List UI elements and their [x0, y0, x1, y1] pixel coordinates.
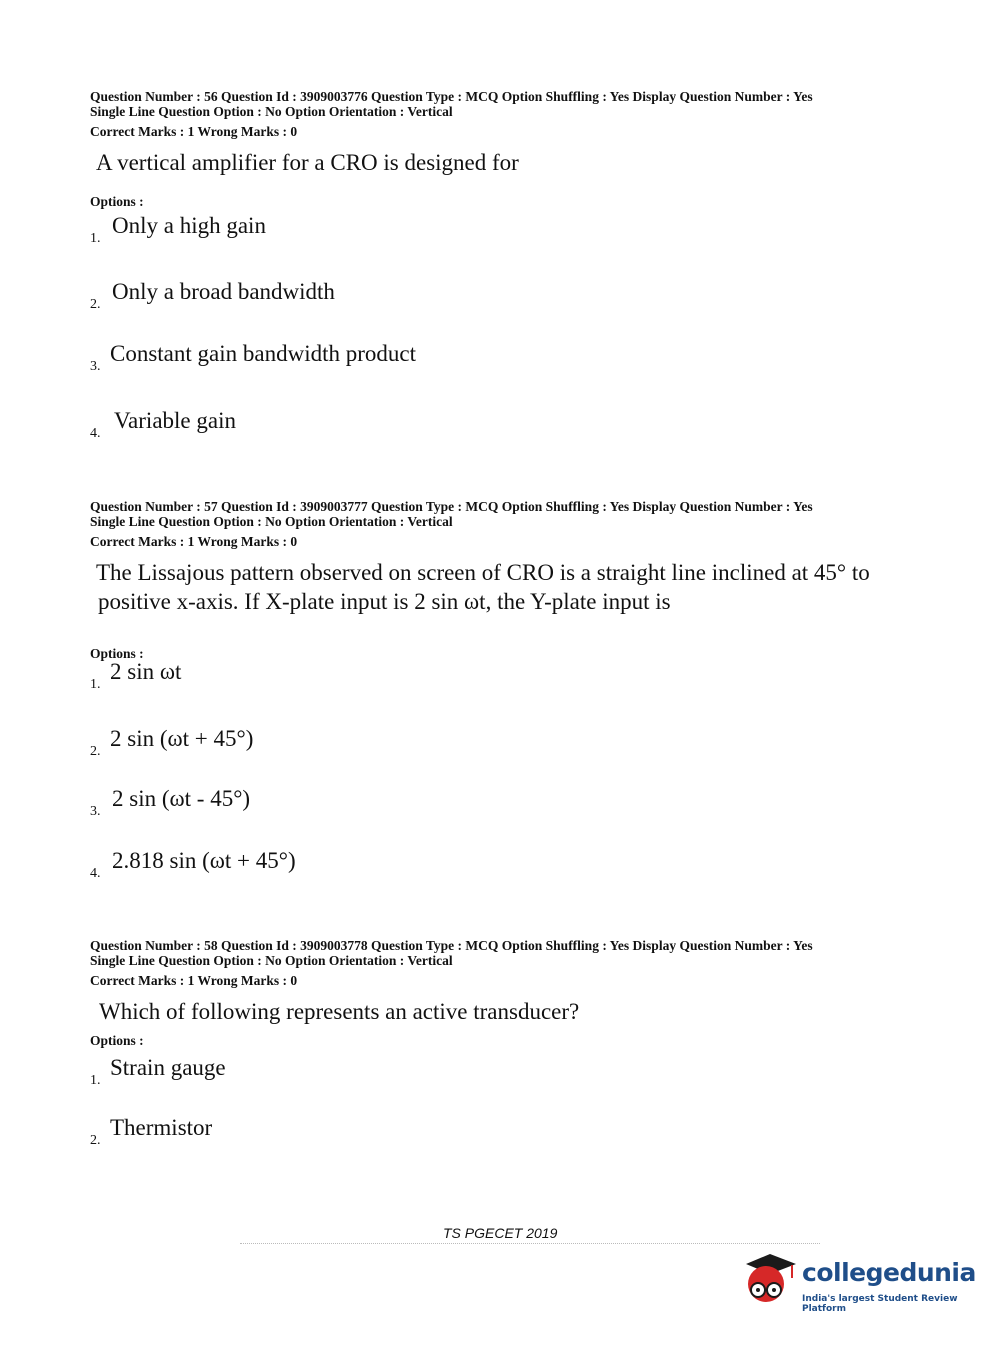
- option-number: 4.: [90, 426, 101, 441]
- option-number: 3.: [90, 804, 101, 819]
- question-meta: Question Number : 58 Question Id : 3909003778 Question Type : MCQ Option Shuffling : Yes Display Question Number : Yes: [90, 938, 813, 953]
- question-meta-2: Single Line Question Option : No Option Orientation : Vertical: [90, 953, 453, 968]
- question-marks: Correct Marks : 1 Wrong Marks : 0: [90, 124, 298, 139]
- option-text: Thermistor: [110, 1115, 213, 1140]
- option-1: [90, 213, 690, 253]
- options-list: [90, 213, 920, 453]
- footer-divider: [240, 1243, 820, 1244]
- option-text: 2 sin (ωt + 45°): [110, 726, 254, 751]
- option-3: [90, 341, 690, 381]
- option-text: 2.818 sin (ωt + 45°): [112, 848, 296, 873]
- options-list: [90, 659, 920, 899]
- option-number: 3.: [90, 359, 101, 374]
- option-text: 2 sin ωt: [110, 659, 182, 684]
- option-1: [90, 1055, 690, 1095]
- option-4: [90, 408, 690, 448]
- option-4: [90, 848, 690, 888]
- option-1: [90, 659, 690, 699]
- question-text-line-1: The Lissajous pattern observed on screen of CRO is a straight line inclined at 45° to: [96, 560, 870, 585]
- option-text: 2 sin (ωt - 45°): [112, 786, 251, 811]
- option-text: Only a high gain: [112, 213, 266, 238]
- option-number: 1.: [90, 1073, 101, 1088]
- option-number: 1.: [90, 677, 101, 692]
- question-meta-2: Single Line Question Option : No Option Orientation : Vertical: [90, 514, 453, 529]
- option-3: [90, 786, 690, 826]
- logo-tagline: India's largest Student Review Platform: [802, 1294, 958, 1314]
- question-text: A vertical amplifier for a CRO is designed for: [96, 150, 519, 175]
- option-2: [90, 726, 690, 766]
- page-footer: TS PGECET 2019: [443, 1225, 558, 1241]
- options-label: Options :: [90, 194, 144, 209]
- option-number: 2.: [90, 744, 101, 759]
- option-text: Only a broad bandwidth: [112, 279, 335, 304]
- question-meta: Question Number : 57 Question Id : 3909003777 Question Type : MCQ Option Shuffling : Yes Display Question Number : Yes: [90, 499, 813, 514]
- options-label: Options :: [90, 646, 144, 661]
- question-57: [90, 499, 920, 662]
- options-label: Options :: [90, 1033, 144, 1048]
- question-58: [90, 938, 920, 1049]
- question-meta: Question Number : 56 Question Id : 3909003776 Question Type : MCQ Option Shuffling : Yes Display Question Number : Yes: [90, 89, 813, 104]
- option-number: 1.: [90, 231, 101, 246]
- option-number: 2.: [90, 297, 101, 312]
- logo-brand-text: collegedunia: [802, 1258, 976, 1287]
- graduate-mascot-icon: [742, 1250, 800, 1310]
- option-text: Constant gain bandwidth product: [110, 341, 416, 366]
- option-number: 2.: [90, 1133, 101, 1148]
- question-56: [90, 89, 920, 210]
- question-marks: Correct Marks : 1 Wrong Marks : 0: [90, 973, 298, 988]
- question-marks: Correct Marks : 1 Wrong Marks : 0: [90, 534, 298, 549]
- question-meta-2: Single Line Question Option : No Option Orientation : Vertical: [90, 104, 453, 119]
- collegedunia-logo: [742, 1250, 976, 1320]
- option-text: Variable gain: [114, 408, 236, 433]
- options-list: [90, 1055, 920, 1165]
- option-text: Strain gauge: [110, 1055, 226, 1080]
- option-2: [90, 1115, 690, 1155]
- question-text: Which of following represents an active transducer?: [99, 999, 580, 1024]
- question-text-line-2: positive x-axis. If X-plate input is 2 sin ωt, the Y-plate input is: [98, 589, 671, 614]
- option-number: 4.: [90, 866, 101, 881]
- option-2: [90, 279, 690, 319]
